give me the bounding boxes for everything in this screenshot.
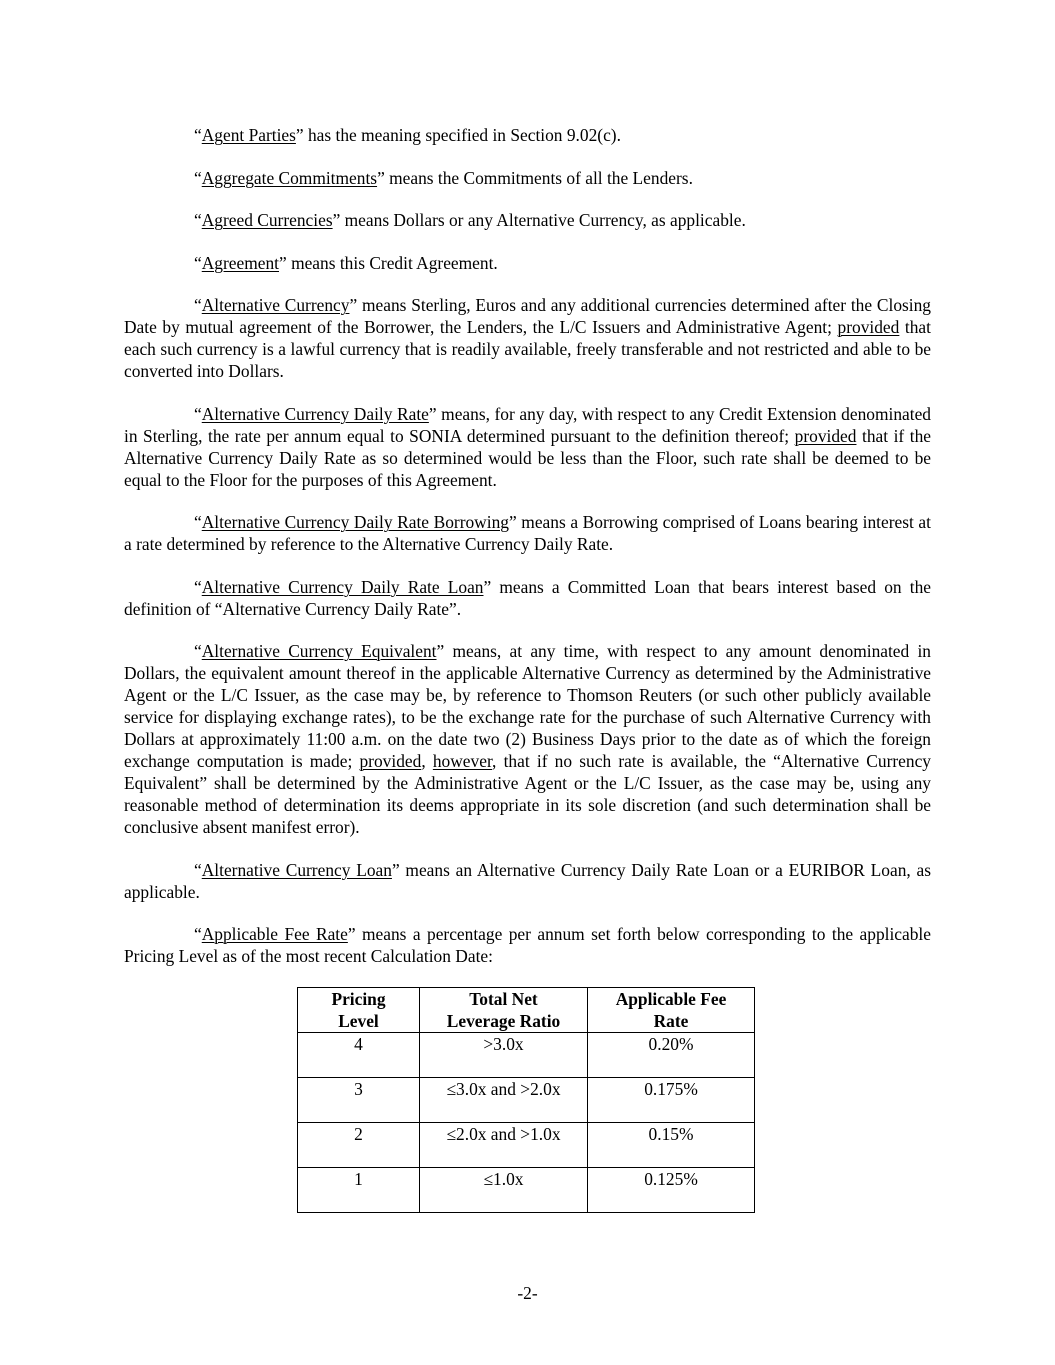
definition-agent-parties: “Agent Parties” has the meaning specified in Section 9.02(c). <box>194 125 621 145</box>
document-page <box>124 124 931 1213</box>
cell-pricing-level: 4 <box>298 1033 420 1078</box>
definition-alternative-currency-loan: “Alternative Currency Loan” means an Alternative Currency Daily Rate Loan or a EURIBOR Loan, as applicable. <box>124 859 932 902</box>
header-total-net-leverage-ratio <box>420 988 588 1033</box>
defined-term: Agreement <box>201 252 279 273</box>
defined-term: Agreed Currencies <box>201 210 333 230</box>
cell-leverage-ratio: ≤2.0x and >1.0x <box>420 1123 588 1168</box>
cell-leverage-ratio: ≤3.0x and >2.0x <box>420 1078 588 1123</box>
header-pricing-level <box>298 988 420 1033</box>
header-line: Applicable Fee <box>615 989 727 1009</box>
table-header-row <box>298 988 755 1033</box>
definition-text-continued: , that if no such rate is available, the “Alternative Currency Equivalent” shall be determined by the Administrative Agent or the L/C Issuer, as the case may be, using any reasonable method of determination its deems appropriate in its sole discretion (and such determination shall be conclusive absent manifest error). <box>124 751 931 837</box>
table-row <box>298 1168 755 1213</box>
cell-pricing-level: 1 <box>298 1168 420 1213</box>
header-line: Level <box>338 1011 379 1031</box>
table-row <box>298 1123 755 1168</box>
defined-term: Alternative Currency Daily Rate Loan <box>201 576 484 597</box>
defined-term: Alternative Currency Loan <box>201 859 392 880</box>
header-line: Rate <box>653 1011 689 1031</box>
defined-term: Agent Parties <box>201 125 296 145</box>
definition-text-continued: that each such currency is a lawful currency that is readily available, freely transferable and not restricted and able to be converted into Dollars. <box>124 317 931 381</box>
definition-alternative-currency-daily-rate: “Alternative Currency Daily Rate” means, for any day, with respect to any Credit Extension denominated in Sterling, the rate per annum equal to SONIA determined pursuant to the definition thereof; provided that if the Alternative Currency Daily Rate as so determined would be less than the Floor, such rate shall be deemed to be equal to the Floor for the purposes of this Agreement. <box>124 403 931 490</box>
header-line: Total Net <box>469 989 538 1009</box>
definition-text: ” means a Borrowing comprised of Loans bearing interest at a rate determined by reference to the Alternative Currency Daily Rate. <box>124 512 931 554</box>
defined-term: Alternative Currency Equivalent <box>201 641 437 661</box>
definition-text: ” means a percentage per annum set forth below corresponding to the applicable Pricing Level as of the most recent Calculation Date: <box>124 924 931 966</box>
table-row <box>298 1078 755 1123</box>
defined-term: Alternative Currency <box>201 295 350 315</box>
cell-pricing-level: 2 <box>298 1123 420 1168</box>
definition-text: ” means, at any time, with respect to any amount denominated in Dollars, the equivalent amount thereof in the applicable Alternative Currency as determined by the Administrative Agent or the L/C Issuer, as the case may be, by reference to Thomson Reuters (or such other publicly available service for displaying exchange rates), to be the exchange rate for the purchase of such Alternative Currency with Dollars at approximately 11:00 a.m. on the date two (2) Business Days prior to the date as of which the foreign exchange computation is made; <box>124 641 932 771</box>
cell-fee-rate: 0.125% <box>588 1168 755 1213</box>
definition-text: ” means this Credit Agreement. <box>279 252 498 273</box>
header-line: Pricing <box>331 989 386 1009</box>
proviso-term: provided <box>837 317 900 337</box>
definition-aggregate-commitments: “Aggregate Commitments” means the Commitments of all the Lenders. <box>194 167 693 188</box>
defined-term: Alternative Currency Daily Rate <box>201 403 429 424</box>
applicable-fee-rate-table <box>297 987 755 1213</box>
proviso-term: provided <box>359 751 422 771</box>
header-applicable-fee-rate <box>588 988 755 1033</box>
definition-text: ” means Dollars or any Alternative Currency, as applicable. <box>332 210 746 230</box>
definition-text: ” means an Alternative Currency Daily Rate Loan or a EURIBOR Loan, as applicable. <box>124 859 932 902</box>
defined-term: Applicable Fee Rate <box>201 924 348 944</box>
cell-fee-rate: 0.175% <box>588 1078 755 1123</box>
proviso-term-however: however <box>432 751 493 771</box>
table-row <box>298 1033 755 1078</box>
definition-applicable-fee-rate: “Applicable Fee Rate” means a percentage per annum set forth below corresponding to the applicable Pricing Level as of the most recent Calculation Date: <box>124 924 931 966</box>
defined-term: Aggregate Commitments <box>201 167 378 188</box>
cell-fee-rate: 0.20% <box>588 1033 755 1078</box>
definition-text: ” means the Commitments of all the Lenders. <box>377 167 693 188</box>
definition-agreement: “Agreement” means this Credit Agreement. <box>194 252 498 273</box>
proviso-separator: , <box>421 751 433 771</box>
definition-text: ” means Sterling, Euros and any additional currencies determined after the Closing Date by mutual agreement of the Borrower, the Lenders, the L/C Issuers and Administrative Agent; <box>124 295 932 337</box>
definition-text: ” means, for any day, with respect to any Credit Extension denominated in Sterling, the rate per annum equal to SONIA determined pursuant to the definition thereof; <box>124 403 931 446</box>
definition-text-continued: that if the Alternative Currency Daily Rate as so determined would be less than the Floor, such rate shall be deemed to be equal to the Floor for the purposes of this Agreement. <box>124 425 931 490</box>
defined-term: Alternative Currency Daily Rate Borrowing <box>201 512 509 532</box>
proviso-term: provided <box>794 425 857 446</box>
definition-alternative-currency: “Alternative Currency” means Sterling, Euros and any additional currencies determined after the Closing Date by mutual agreement of the Borrower, the Lenders, the L/C Issuers and Administrative Agent; provided that each such currency is a lawful currency that is readily available, freely transferable and not restricted and able to be converted into Dollars. <box>124 295 932 381</box>
cell-pricing-level: 3 <box>298 1078 420 1123</box>
page-number: -2- <box>517 1283 538 1303</box>
definition-text: ” means a Committed Loan that bears interest based on the definition of “Alternative Currency Daily Rate”. <box>124 576 931 619</box>
definition-agreed-currencies: “Agreed Currencies” means Dollars or any Alternative Currency, as applicable. <box>194 210 746 230</box>
cell-leverage-ratio: >3.0x <box>420 1033 588 1078</box>
cell-leverage-ratio: ≤1.0x <box>420 1168 588 1213</box>
cell-fee-rate: 0.15% <box>588 1123 755 1168</box>
definition-alternative-currency-daily-rate-loan: “Alternative Currency Daily Rate Loan” means a Committed Loan that bears interest based on the definition of “Alternative Currency Daily Rate”. <box>124 576 931 619</box>
definition-alternative-currency-equivalent: “Alternative Currency Equivalent” means, at any time, with respect to any amount denominated in Dollars, the equivalent amount thereof in the applicable Alternative Currency as determined by the Administrative Agent or the L/C Issuer, as the case may be, by reference to Thomson Reuters (or such other publicly available service for displaying exchange rates), to be the exchange rate for the purchase of such Alternative Currency with Dollars at approximately 11:00 a.m. on the date two (2) Business Days prior to the date as of which the foreign exchange computation is made; provided, however, that if no such rate is available, the “Alternative Currency Equivalent” shall be determined by the Administrative Agent or the L/C Issuer, as the case may be, using any reasonable method of determination its deems appropriate in its sole discretion (and such determination shall be conclusive absent manifest error). <box>124 641 932 837</box>
definition-text: ” has the meaning specified in Section 9.02(c). <box>295 125 621 145</box>
definition-alternative-currency-daily-rate-borrowing: “Alternative Currency Daily Rate Borrowing” means a Borrowing comprised of Loans bearing interest at a rate determined by reference to the Alternative Currency Daily Rate. <box>124 512 931 554</box>
header-line: Leverage Ratio <box>446 1011 561 1031</box>
